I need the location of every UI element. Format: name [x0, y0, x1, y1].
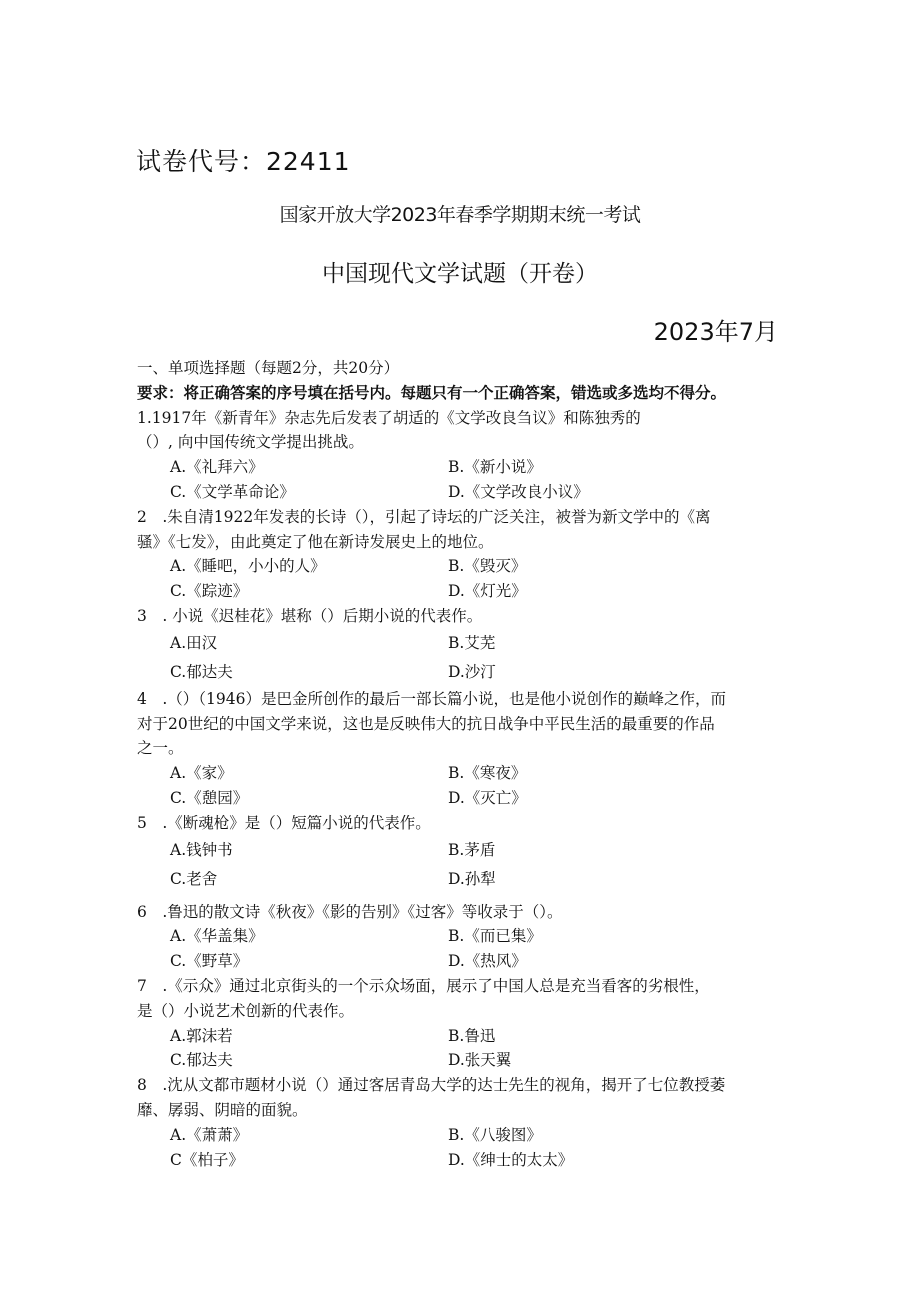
question-1: [137, 406, 785, 505]
section-instruction: 要求：将正确答案的序号填在括号内。每题只有一个正确答案，错选或多选均不得分。: [137, 383, 727, 402]
question-text: 对于20世纪的中国文学来说，这也是反映伟大的抗日战争中平民生活的最重要的作品: [137, 714, 715, 733]
option-a: A.田汉: [170, 633, 218, 652]
question-text: 5 .《断魂枪》是（）短篇小说的代表作。: [137, 813, 431, 832]
option-c: C.郁达夫: [170, 1051, 233, 1070]
question-6: [137, 900, 785, 974]
question-4: [137, 687, 785, 811]
question-text: 8 .沈从文都市题材小说（）通过客居青岛大学的达士先生的视角，揭开了七位教授萎: [137, 1076, 726, 1095]
question-3: [137, 604, 785, 687]
question-text: （）, 向中国传统文学提出挑战。: [137, 433, 364, 452]
section-heading: 一、单项选择题（每题2分，共20分）: [137, 359, 400, 377]
paper-title: 中国现代文学试题（开卷）: [322, 261, 598, 287]
option-b: B.鲁迅: [448, 1026, 496, 1045]
question-text: 2 .朱自清1922年发表的长诗（），引起了诗坛的广泛关注，被誉为新文学中的《离: [137, 507, 711, 526]
option-a: A.《家》: [170, 764, 233, 783]
question-text: 靡、孱弱、阴暗的面貌。: [137, 1100, 308, 1119]
option-c: C.《踪迹》: [170, 582, 249, 601]
question-8: [137, 1073, 785, 1172]
option-c: C.郁达夫: [170, 662, 233, 681]
option-b: B.茅盾: [448, 840, 496, 859]
option-d: D.《灭亡》: [448, 788, 527, 807]
question-section: [137, 356, 785, 1172]
option-b: B.《新小说》: [448, 458, 542, 477]
option-b: B.《而已集》: [448, 927, 542, 946]
question-text: 6 .鲁迅的散文诗《秋夜》《影的告别》《过客》等收录于（）。: [137, 902, 563, 921]
option-d: D.《文学改良小议》: [448, 482, 589, 501]
paper-code: 试卷代号：22411: [136, 147, 351, 176]
option-c: C《柏子》: [170, 1150, 244, 1169]
option-a: A.《睡吧，小小的人》: [170, 557, 326, 576]
option-c: C.老舍: [170, 869, 218, 888]
option-b: B.《八骏图》: [448, 1125, 542, 1144]
option-d: D.沙汀: [448, 662, 496, 681]
option-a: A.钱钟书: [170, 840, 233, 859]
question-5: [137, 811, 785, 894]
exam-name: 国家开放大学2023年春季学期期末统一考试: [279, 204, 641, 226]
exam-date: 2023年7月: [653, 318, 778, 346]
option-d: D.《绅士的太太》: [448, 1150, 574, 1169]
question-text: 骚》《七发》，由此奠定了他在新诗发展史上的地位。: [137, 532, 494, 551]
option-c: C.《文学革命论》: [170, 482, 295, 501]
option-d: D.孙犁: [448, 869, 496, 888]
question-text: 之一。: [137, 739, 184, 758]
question-2: [137, 505, 785, 604]
option-a: A.郭沫若: [170, 1026, 233, 1045]
question-text: 是（）小说艺术创新的代表作。: [137, 1001, 355, 1020]
option-a: A.《礼拜六》: [170, 458, 264, 477]
option-b: B.艾芜: [448, 633, 496, 652]
question-text: 4 .（）（1946）是巴金所创作的最后一部长篇小说，也是他小说创作的巅峰之作，而: [137, 689, 726, 708]
option-c: C.《野草》: [170, 952, 249, 971]
question-text: 3 . 小说《迟桂花》堪称（）后期小说的代表作。: [137, 606, 483, 625]
option-b: B.《毁灭》: [448, 557, 527, 576]
option-b: B.《寒夜》: [448, 764, 527, 783]
question-text: 7 .《示众》通过北京街头的一个示众场面，展示了中国人总是充当看客的劣根性，: [137, 976, 710, 995]
option-a: A.《萧萧》: [170, 1125, 249, 1144]
option-d: D.《灯光》: [448, 582, 527, 601]
option-d: D.《热风》: [448, 952, 527, 971]
question-7: [137, 974, 785, 1073]
question-text: 1.1917年《新青年》杂志先后发表了胡适的《文学改良刍议》和陈独秀的: [137, 408, 641, 427]
option-d: D.张天翼: [448, 1051, 512, 1070]
option-c: C.《憩园》: [170, 788, 249, 807]
option-a: A.《华盖集》: [170, 927, 264, 946]
